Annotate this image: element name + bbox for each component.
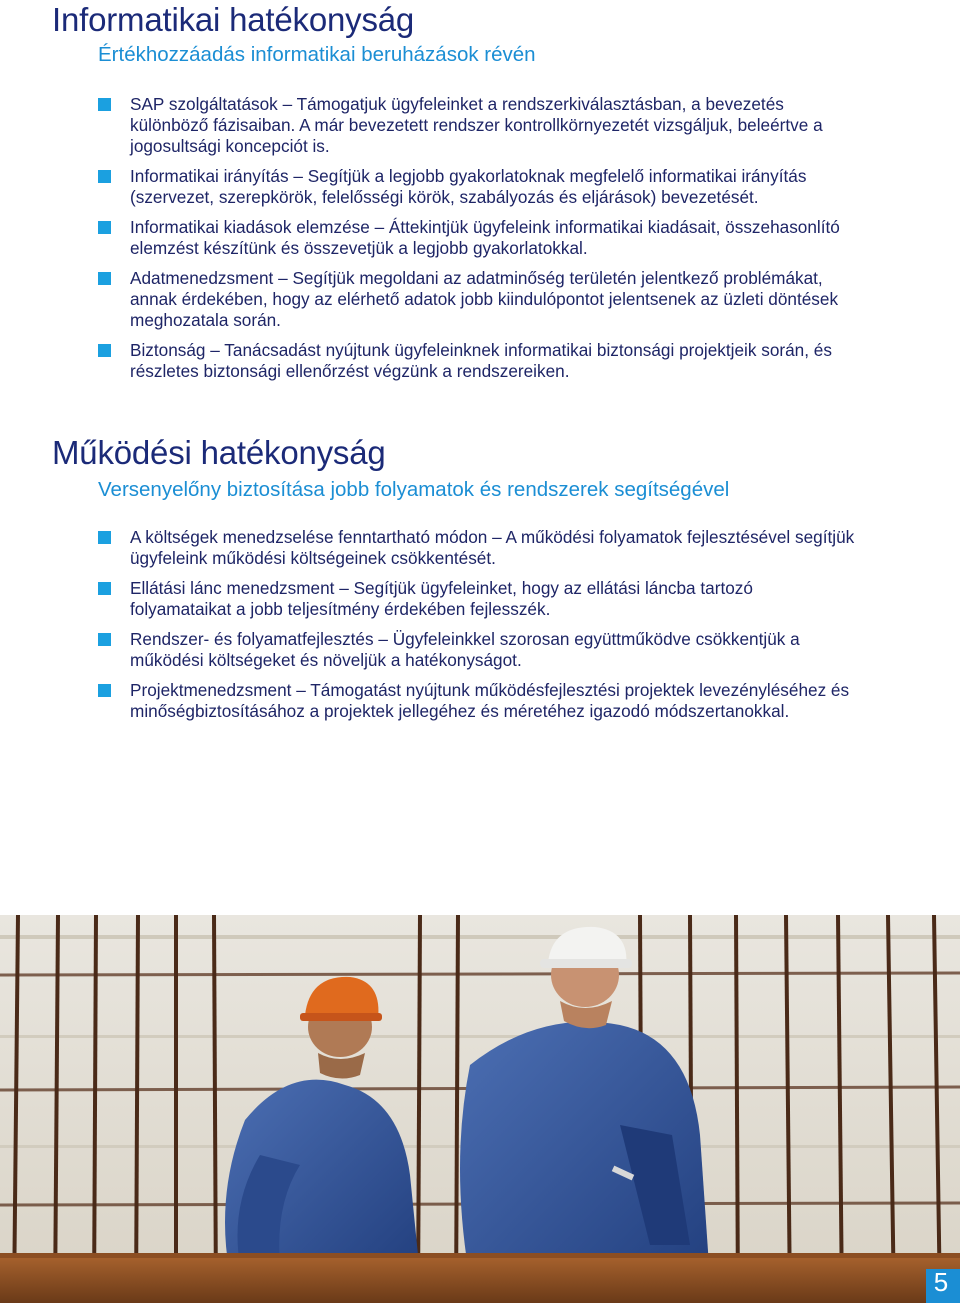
item-name: SAP szolgáltatások <box>130 94 278 114</box>
photo-illustration <box>0 915 960 1303</box>
section-operational-efficiency <box>0 433 960 731</box>
bullet-list <box>0 94 858 382</box>
list-item <box>98 166 858 208</box>
item-description: Támogatjuk ügyfeleinket a rendszerkiválasztásban, a bevezetés különböző fázisaiban. A már bevezetett rendszer kontrollkörnyezetét vizsgáljuk, beleértve a jogosultsági koncepciót is. <box>130 94 823 156</box>
section-title: Működési hatékonyság <box>52 434 386 471</box>
item-name: Adatmenedzsment <box>130 268 274 288</box>
square-bullet-icon <box>98 582 111 595</box>
square-bullet-icon <box>98 684 111 697</box>
item-name: Rendszer- és folyamatfejlesztés <box>130 629 374 649</box>
item-description: Támogatást nyújtunk működésfejlesztési projektek levezényléséhez és minőségbiztosításához a projektek jellegéhez és méretéhez igazodó módszertanokkal. <box>130 680 850 721</box>
item-dash: – <box>296 680 306 700</box>
item-description: Ügyfeleinkkel szorosan együttműködve csökkentjük a működési költségeket és növeljük a hatékonyságot. <box>130 629 800 670</box>
section-subtitle: Értékhozzáadás informatikai beruházások révén <box>98 43 536 66</box>
item-name: Informatikai irányítás <box>130 166 289 186</box>
item-name: Ellátási lánc menedzsment <box>130 578 335 598</box>
item-name: Biztonság <box>130 340 206 360</box>
square-bullet-icon <box>98 221 111 234</box>
section-it-efficiency <box>0 0 960 391</box>
square-bullet-icon <box>98 98 111 111</box>
item-name: A költségek menedzselése fenntartható módon <box>130 527 488 547</box>
square-bullet-icon <box>98 272 111 285</box>
item-dash: – <box>492 527 502 547</box>
item-dash: – <box>293 166 303 186</box>
list-item <box>98 680 858 722</box>
item-dash: – <box>210 340 220 360</box>
item-description: Tanácsadást nyújtunk ügyfeleinknek informatikai biztonsági projektjeik során, és részletes biztonsági ellenőrzést végzünk a rendszereiken. <box>130 340 832 381</box>
bullet-list <box>0 527 858 722</box>
construction-workers-photo <box>0 915 960 1303</box>
section-subtitle: Versenyelőny biztosítása jobb folyamatok és rendszerek segítségével <box>98 478 730 501</box>
item-description: Segítjük a legjobb gyakorlatoknak megfelelő informatikai irányítás (szervezet, szerepkörök, felelősségi körök, szabályozás és eljárások) bevezetését. <box>130 166 807 207</box>
item-description: Áttekintjük ügyfeleink informatikai kiadásait, összehasonlító elemzést készítünk és összevetjük a legjobb gyakorlatokkal. <box>130 217 840 258</box>
item-description: Segítjük megoldani az adatminőség területén jelentkező problémákat, annak érdekében, hogy az elérhető adatok jobb kiindulópontot jelentsenek az üzleti döntések meghozatala során. <box>130 268 839 330</box>
list-item <box>98 340 858 382</box>
item-dash: – <box>278 268 288 288</box>
list-item <box>98 578 858 620</box>
item-name: Informatikai kiadások elemzése <box>130 217 370 237</box>
square-bullet-icon <box>98 344 111 357</box>
item-name: Projektmenedzsment <box>130 680 292 700</box>
list-item <box>98 217 858 259</box>
item-dash: – <box>282 94 293 114</box>
square-bullet-icon <box>98 170 111 183</box>
list-item <box>98 268 858 331</box>
page-number: 5 <box>933 1267 949 1297</box>
item-dash: – <box>374 217 385 237</box>
section-title: Informatikai hatékonyság <box>52 1 415 38</box>
list-item <box>98 94 858 157</box>
list-item <box>98 527 858 569</box>
square-bullet-icon <box>98 633 111 646</box>
item-dash: – <box>339 578 349 598</box>
list-item <box>98 629 858 671</box>
square-bullet-icon <box>98 531 111 544</box>
item-dash: – <box>378 629 388 649</box>
item-description: Segítjük ügyfeleinket, hogy az ellátási láncba tartozó folyamataikat a jobb teljesítmény érdekében fejlesszék. <box>130 578 753 619</box>
item-description: A működési folyamatok fejlesztésével segítjük ügyfeleink működési költségeinek csökkentését. <box>130 527 855 568</box>
